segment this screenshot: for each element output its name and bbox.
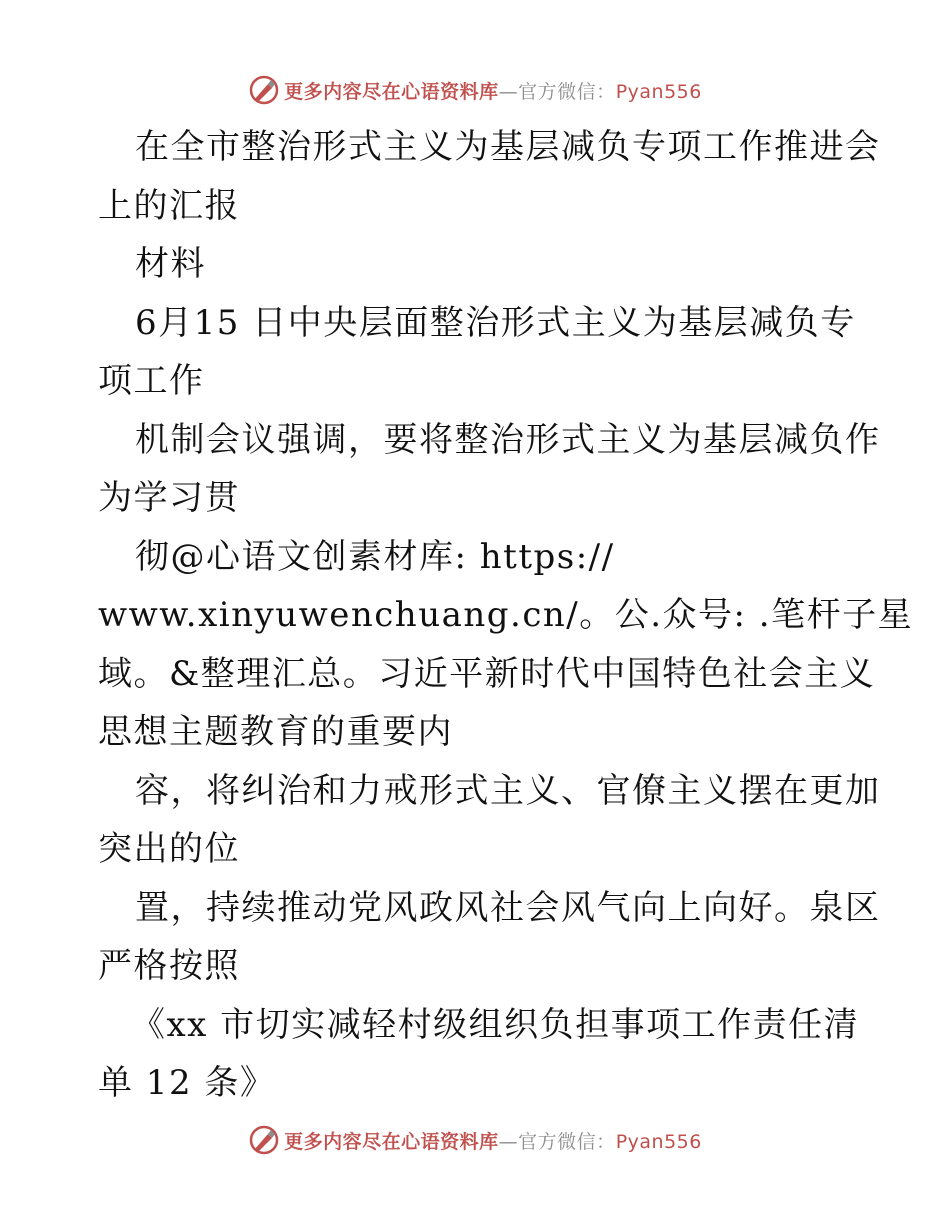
body-line-13: 突出的位 [98,829,240,869]
body-line-11: 思想主题教育的重要内 [98,712,453,752]
body-line-16: 《xx 市切实减轻村级组织负担事项工作责任清 [131,1004,860,1045]
body-line-3: 材料 [135,244,206,284]
body-line-15: 严格按照 [98,946,240,986]
body-line-2: 上的汇报 [98,185,240,226]
body-line-12: 容，将纠治和力戒形式主义、官僚主义摆在更加 [135,770,881,811]
body-line-1: 在全市整治形式主义为基层减负专项工作推进会 [135,127,881,167]
header-site-text: 更多内容尽在心语资料库 [284,80,499,103]
header-wechat-label: 官方微信： [518,80,616,103]
pen-logo-icon [248,1124,280,1156]
footer-wechat-id: Pyan556 [615,1130,702,1153]
header-watermark-banner [0,70,950,110]
header-wechat-id: Pyan556 [615,80,702,103]
body-line-7: 为学习贯 [98,478,240,518]
body-line-9: www.xinyuwenchuang.cn/。公.众号: .笔杆子星 [98,595,914,635]
pen-logo-icon [248,74,280,106]
body-line-8: 彻@心语文创素材库: https:// [135,536,615,577]
body-line-17: 单 12 条》 [98,1063,276,1103]
footer-separator: — [498,1130,519,1153]
header-separator: — [498,80,519,103]
footer-site-text: 更多内容尽在心语资料库 [284,1130,499,1153]
body-line-6: 机制会议强调，要将整治形式主义为基层减负作 [135,419,881,460]
document-body [98,118,914,1113]
body-line-4: 6月15 日中央层面整治形式主义为基层减负专 [135,302,856,343]
body-line-10: 域。&整理汇总。习近平新时代中国特色社会主义 [98,653,876,694]
body-line-5: 项工作 [98,361,205,401]
footer-wechat-label: 官方微信： [518,1130,616,1153]
header-banner-text [284,77,702,104]
body-line-14: 置，持续推动党风政风社会风气向上向好。泉区 [135,887,881,928]
footer-banner-text [284,1127,702,1154]
footer-watermark-banner [0,1120,950,1160]
